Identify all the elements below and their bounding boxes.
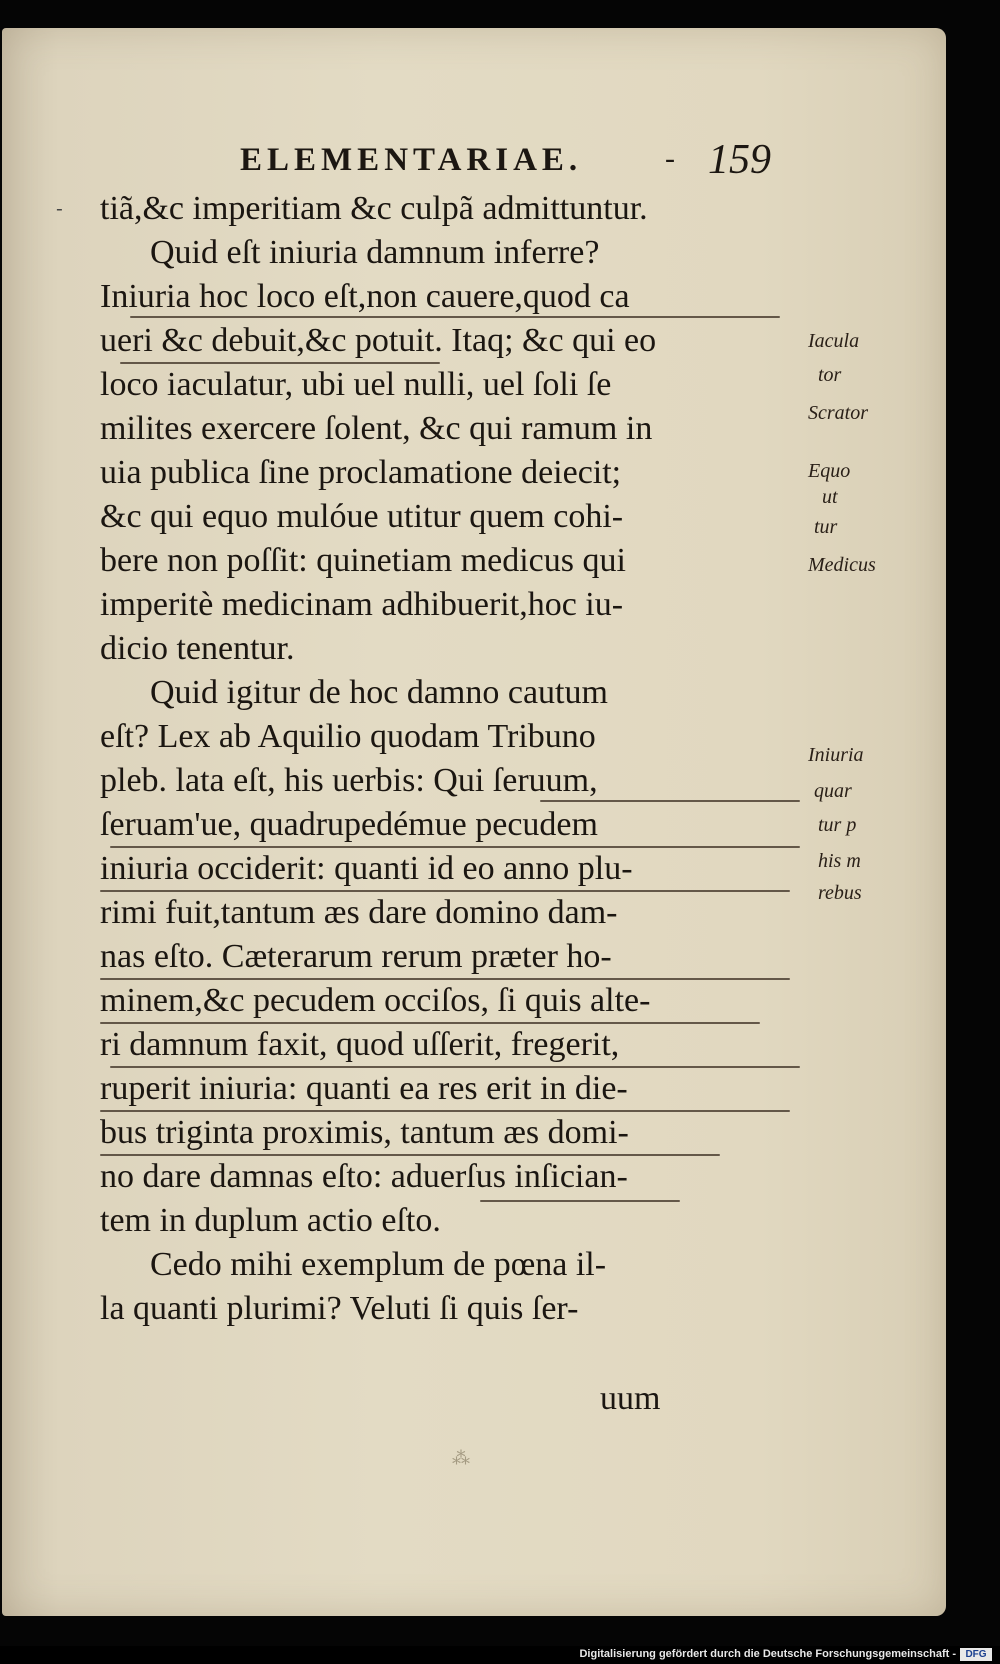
body-text <box>100 186 800 1436</box>
margin-note: rebus <box>818 882 862 904</box>
handwritten-underline <box>110 846 800 848</box>
page-number: 159 <box>708 137 771 183</box>
text-line: Quid igitur de hoc damno cautum <box>150 674 608 711</box>
text-line: ri damnum faxit, quod uſſerit, fregerit, <box>100 1026 620 1063</box>
margin-mark: - <box>56 196 63 220</box>
margin-note: Iniuria <box>808 744 864 766</box>
handwritten-underline <box>100 890 790 892</box>
page-ornament: ⁂ <box>452 1448 470 1469</box>
margin-notes <box>808 330 938 930</box>
handwritten-underline <box>100 1022 760 1024</box>
handwritten-underline <box>100 978 790 980</box>
text-line: pleb. lata eſt, his uerbis: Qui ſeruum, <box>100 762 598 799</box>
text-line: Cedo mihi exemplum de pœna il- <box>150 1246 607 1283</box>
catchword: uum <box>600 1380 661 1417</box>
text-line: eſt? Lex ab Aquilio quodam Tribuno <box>100 718 596 755</box>
text-line: dicio tenentur. <box>100 630 295 667</box>
text-line: la quanti plurimi? Veluti ſi quis ſer- <box>100 1290 579 1327</box>
page-header <box>240 137 800 186</box>
text-line: bus triginta proximis, tantum æs domi- <box>100 1114 629 1151</box>
text-line: Iniuria hoc loco eſt,non cauere,quod ca <box>100 278 630 315</box>
handwritten-underline <box>100 1110 790 1112</box>
text-line: bere non poſſit: quinetiam medicus qui <box>100 542 626 579</box>
handwritten-underline <box>480 1200 680 1202</box>
margin-note: Iacula <box>808 330 860 352</box>
text-line: rimi fuit,tantum æs dare domino dam- <box>100 894 618 931</box>
funding-credit: Digitalisierung gefördert durch die Deutsche Forschungsgemeinschaft - <box>579 1648 956 1660</box>
text-line: tem in duplum actio eſto. <box>100 1202 441 1239</box>
text-line: iniuria occiderit: quanti id eo anno plu- <box>100 850 633 887</box>
text-line: &c qui equo mulóue utitur quem cohi- <box>100 498 624 535</box>
text-line: imperitè medicinam adhibuerit,hoc iu- <box>100 586 624 623</box>
handwritten-underline <box>120 362 440 364</box>
handwritten-underline <box>540 800 800 802</box>
handwritten-underline <box>110 1066 800 1068</box>
running-head: ELEMENTARIAE. <box>240 142 583 178</box>
text-line: ruperit iniuria: quanti ea res erit in die- <box>100 1070 628 1107</box>
handwritten-underline <box>100 1154 720 1156</box>
text-line: loco iaculatur, ubi uel nulli, uel ſoli ſe <box>100 366 612 403</box>
margin-note: ut <box>822 486 838 508</box>
handwritten-underline <box>130 316 780 318</box>
margin-note: quar <box>814 780 852 802</box>
margin-note: Medicus <box>808 554 876 576</box>
margin-note: tor <box>818 364 842 386</box>
text-line: milites exercere ſolent, &c qui ramum in <box>100 410 653 447</box>
dfg-logo: DFG <box>960 1648 992 1661</box>
text-line: tiã,&c imperitiam &c culpã admittuntur. <box>100 190 648 227</box>
text-line: Quid eſt iniuria damnum inferre? <box>150 234 600 271</box>
text-line: uia publica ſine proclamatione deiecit; <box>100 454 622 491</box>
margin-note: Equo <box>808 460 851 482</box>
margin-note: his m <box>818 850 861 872</box>
margin-note: tur p <box>818 814 857 836</box>
header-dash: - <box>665 142 675 175</box>
margin-note: Scrator <box>808 402 868 424</box>
text-line: minem,&c pecudem occiſos, ſi quis alte- <box>100 982 651 1019</box>
text-line: nas eſto. Cæterarum rerum præter ho- <box>100 938 612 975</box>
text-line: ſeruam'ue, quadrupedémue pecudem <box>100 806 598 843</box>
text-line: ueri &c debuit,&c potuit. Itaq; &c qui eo <box>100 322 657 359</box>
text-line: no dare damnas eſto: aduerſus inſician- <box>100 1158 628 1195</box>
margin-note: tur <box>814 516 838 538</box>
